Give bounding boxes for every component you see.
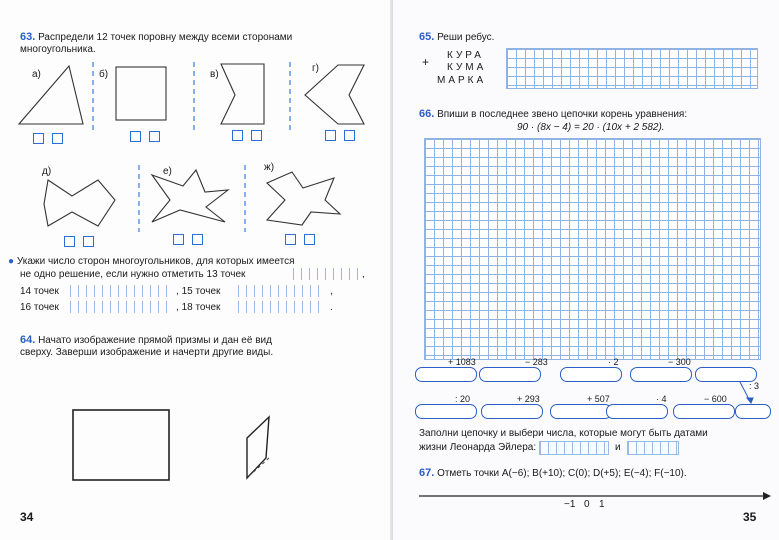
task-67-text: 67. Отметь точки A(−6); B(+10); C(0); D(+5); E(−4); F(−10). xyxy=(419,467,687,479)
page-number: 35 xyxy=(743,510,757,524)
answer-box[interactable] xyxy=(64,236,75,247)
left-page: 63. Распредели 12 точек поровну между всеми сторонами многоугольника. а) б) в) г) д) е) ж) ● Укажи число сторон многоугольников, для которых имеется не одно решение, если нужно отметить 13 точек , 14 точек , 15 точек , 16 точек , 18 точек . 64. Начато изображение прямой призмы и дан её вид сверху. Заверши изображение и начерти другие виды. 34 xyxy=(0,0,393,540)
chain-cell[interactable] xyxy=(695,367,757,382)
rebus-word1: КУРА xyxy=(447,50,484,61)
chain-op: − 283 xyxy=(525,357,548,367)
answer-box[interactable] xyxy=(325,130,336,141)
fill-instruction-line2: жизни Леонарда Эйлера: xyxy=(419,442,537,453)
fill-instruction: Заполни цепочку и выбери числа, которые могут быть датами xyxy=(419,428,708,439)
chain-op: + 1083 xyxy=(448,357,476,367)
answer-box[interactable] xyxy=(304,234,315,245)
chain-cell[interactable] xyxy=(481,404,543,419)
page-number: 34 xyxy=(20,510,34,524)
chain-op: + 507 xyxy=(587,394,610,404)
row-18-label: , 18 точек xyxy=(176,302,221,313)
chain-op: · 4 xyxy=(656,394,667,404)
answer-box[interactable] xyxy=(52,133,63,144)
row-14-label: 14 точек xyxy=(20,286,59,297)
euler-date-2[interactable] xyxy=(627,441,679,455)
chain-cell[interactable] xyxy=(415,404,477,419)
prism-figure xyxy=(0,400,393,520)
task-65-text: 65. Реши ребус. xyxy=(419,31,495,43)
chain-cell[interactable] xyxy=(735,404,771,419)
answer-box[interactable] xyxy=(285,234,296,245)
task-64-text: 64. Начато изображение прямой призмы и дан её вид xyxy=(20,334,272,346)
answer-box[interactable] xyxy=(83,236,94,247)
equation: 90 · (8x − 4) = 20 · (10x + 2 582). xyxy=(517,122,665,133)
label-d: д) xyxy=(42,166,52,177)
row-16-label: 16 точек xyxy=(20,302,59,313)
task-66-number: 66. xyxy=(419,108,435,120)
axis-label: −1 xyxy=(564,499,576,510)
chain-cell[interactable] xyxy=(550,404,612,419)
chain-op: : 20 xyxy=(455,394,471,404)
answer-cells[interactable] xyxy=(70,285,174,297)
chain-op: − 600 xyxy=(704,394,727,404)
answer-box[interactable] xyxy=(130,131,141,142)
axis-label: 0 xyxy=(584,499,590,510)
rebus-grid[interactable] xyxy=(506,48,758,89)
chain-cell[interactable] xyxy=(560,367,622,382)
label-zh: ж) xyxy=(264,162,275,173)
answer-box[interactable] xyxy=(149,131,160,142)
chain-cell[interactable] xyxy=(606,404,668,419)
chain-op: + 293 xyxy=(517,394,540,404)
axis-label: 1 xyxy=(599,499,605,510)
label-e: е) xyxy=(163,166,172,177)
task-63-text: 63. Распредели 12 точек поровну между всеми сторонами xyxy=(20,31,293,43)
task-65-number: 65. xyxy=(419,31,435,43)
task-63-text-line2: многоугольника. xyxy=(20,44,96,55)
answer-cells[interactable] xyxy=(238,301,326,313)
rebus-word3: МАРКА xyxy=(437,75,487,86)
chain-op: : 3 xyxy=(749,381,760,391)
answer-box[interactable] xyxy=(232,130,243,141)
task-67-number: 67. xyxy=(419,467,435,479)
answer-box[interactable] xyxy=(192,234,203,245)
label-a: а) xyxy=(32,69,41,80)
euler-date-1[interactable] xyxy=(539,441,609,455)
task-63-number: 63. xyxy=(20,31,36,43)
label-b: б) xyxy=(99,69,109,80)
chain-cell[interactable] xyxy=(415,367,477,382)
rebus-word2: КУМА xyxy=(447,62,487,73)
answer-cells[interactable] xyxy=(70,301,174,313)
label-v: в) xyxy=(210,69,219,80)
answer-cells[interactable] xyxy=(238,285,326,297)
answer-box[interactable] xyxy=(33,133,44,144)
chain-op: − 300 xyxy=(668,357,691,367)
answer-box[interactable] xyxy=(251,130,262,141)
task-63-question-line2: не одно решение, если нужно отметить 13 точек xyxy=(20,269,246,280)
task-64-text-line2: сверху. Заверши изображение и начерти другие виды. xyxy=(20,347,274,358)
chain-op: · 2 xyxy=(608,357,619,367)
task-66-text: 66. Впиши в последнее звено цепочки корень уравнения: xyxy=(419,108,688,120)
answer-box[interactable] xyxy=(173,234,184,245)
chain-cell[interactable] xyxy=(479,367,541,382)
right-page: 65. Реши ребус. + КУРА КУМА МАРКА 66. Впиши в последнее звено цепочки корень уравнения: 90 · (8x − 4) = 20 · (10x + 2 582). + 1083 − 283 · 2 − 300 : 3 : 20 + 293 + 507 · 4 − 600 Заполни цепочку и выбери числа, которые могут быть датами жизни Леонарда Эйлера: и 67. Отметь точки A(−6); B(+10); C(0); D(+5); E(−4); F(−10). −1 0 1 35 xyxy=(393,0,779,540)
row-15-label: , 15 точек xyxy=(176,286,221,297)
answer-cells[interactable] xyxy=(293,268,358,280)
task-64-number: 64. xyxy=(20,334,36,346)
answer-box[interactable] xyxy=(344,130,355,141)
work-grid[interactable] xyxy=(424,138,761,360)
task-63-question: ● Укажи число сторон многоугольников, для которых имеется xyxy=(8,256,295,267)
chain-cell[interactable] xyxy=(673,404,735,419)
label-g: г) xyxy=(312,63,319,74)
chain-cell[interactable] xyxy=(630,367,692,382)
